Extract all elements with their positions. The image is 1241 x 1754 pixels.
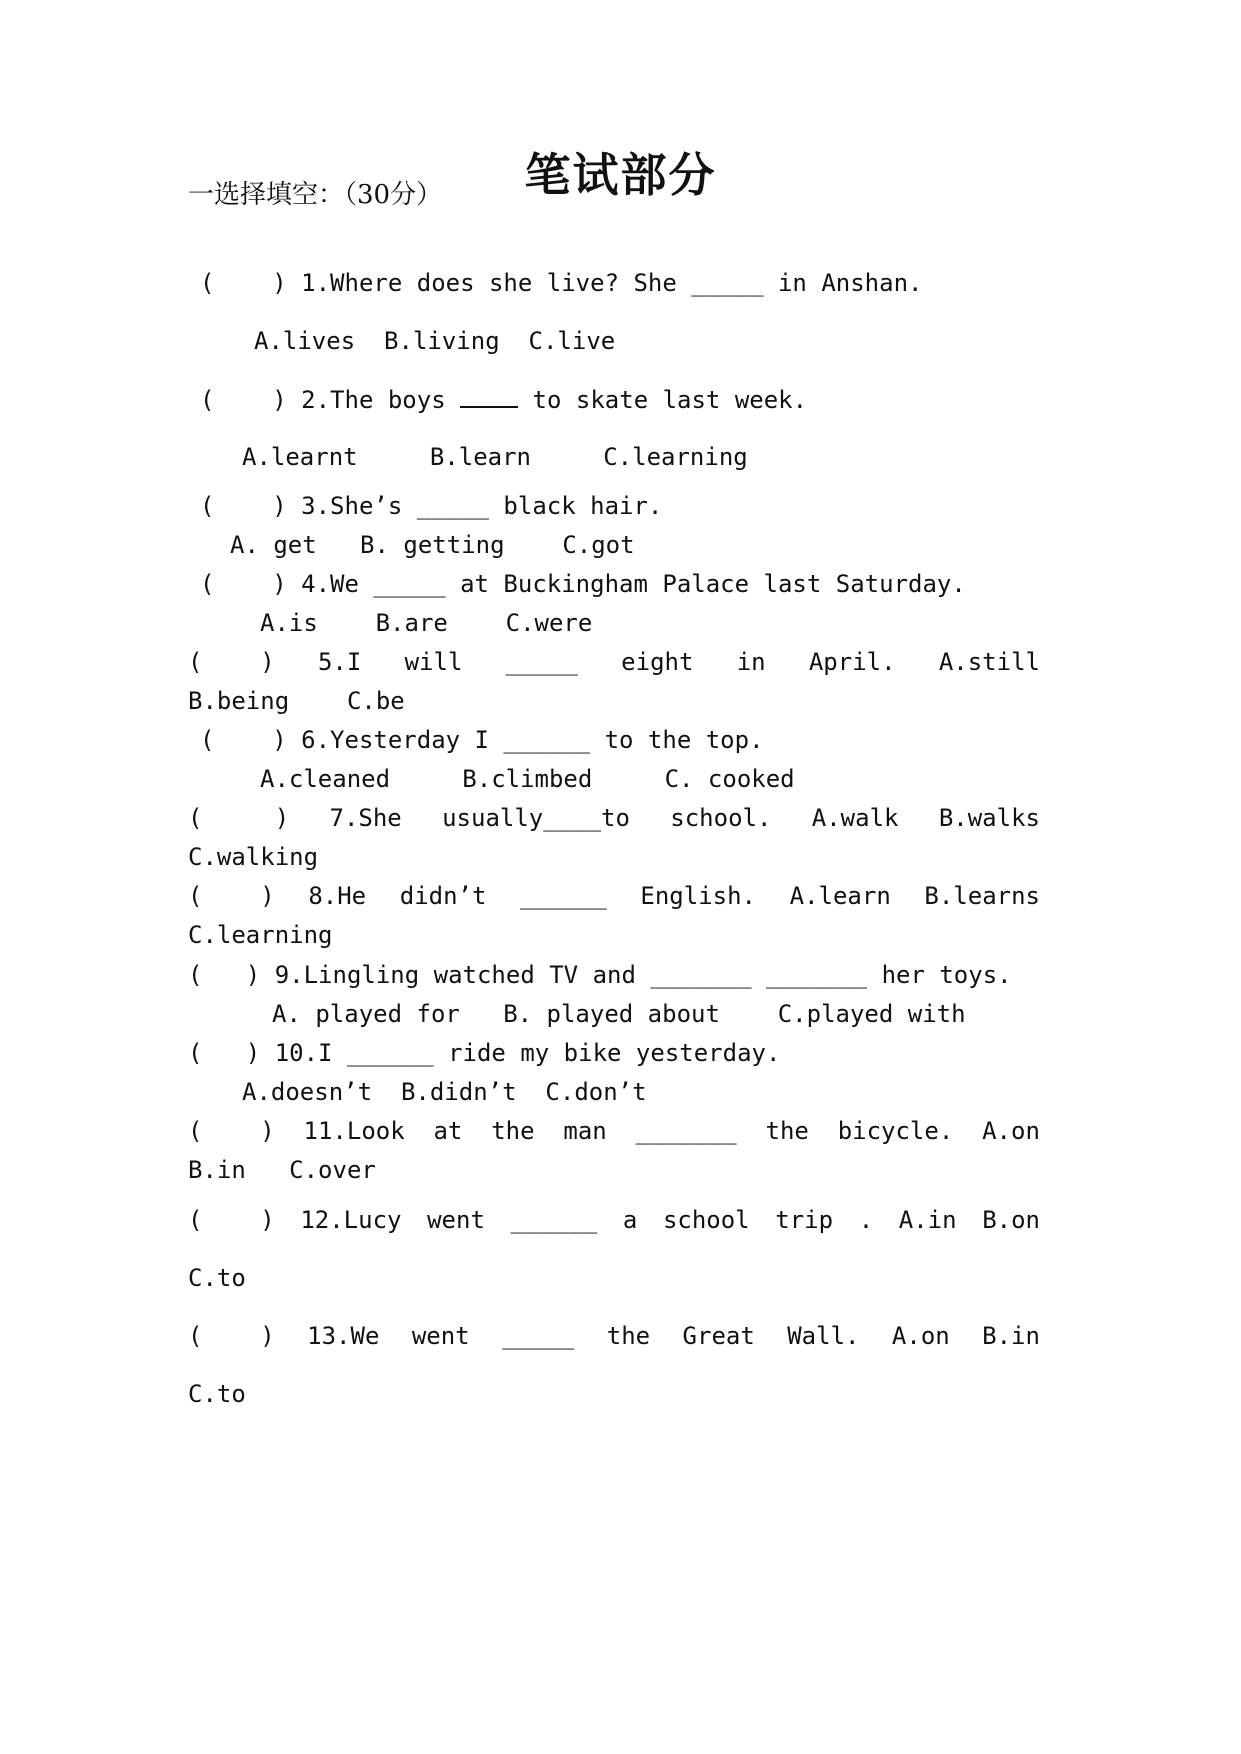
answer-paren: ( ) [188, 1117, 275, 1145]
word: at [433, 1117, 463, 1145]
word: school. [670, 804, 772, 832]
option-a: A.on [982, 1117, 1040, 1145]
question-number: 8.He [308, 882, 367, 910]
answer-paren: ( ) [188, 1206, 275, 1234]
question-3-options: A. get B. getting C.got [230, 531, 635, 559]
answer-blank: ______ [520, 882, 607, 910]
question-number: 11.Look [303, 1117, 405, 1145]
question-11-options: B.in C.over [188, 1156, 376, 1184]
word: went [427, 1206, 485, 1234]
word: the [765, 1117, 809, 1145]
option-b: B.in [982, 1322, 1040, 1350]
question-number: 12.Lucy [300, 1206, 402, 1234]
question-13-stem [188, 1321, 1040, 1351]
word: trip [775, 1206, 834, 1234]
option-a: A.learn [789, 882, 891, 910]
word: went [411, 1322, 470, 1350]
question-11-stem [188, 1116, 1040, 1146]
question-1-stem: ( ) 1.Where does she live? She _____ in Anshan. [200, 269, 923, 297]
word: the [491, 1117, 535, 1145]
answer-paren: ( ) [188, 648, 275, 676]
answer-blank: _______ [635, 1117, 737, 1145]
question-6-options: A.cleaned B.climbed C. cooked [260, 765, 795, 793]
question-7-stem [188, 803, 1040, 833]
question-10-options: A.doesn’t B.didn’t C.don’t [242, 1078, 647, 1106]
option-b: B.walks [938, 804, 1040, 832]
option-a: A.still [938, 648, 1040, 676]
question-number: 5.I [317, 648, 362, 676]
question-8-options: C.learning [188, 921, 333, 949]
question-2-options: A.learnt B.learn C.learning [242, 443, 748, 471]
answer-blank: _____ [505, 648, 578, 676]
question-10-stem: ( ) 10.I ______ ride my bike yesterday. [188, 1039, 781, 1067]
word: Wall. [787, 1322, 860, 1350]
word: the [606, 1322, 651, 1350]
question-2-stem [200, 384, 807, 415]
answer-blank [460, 384, 518, 408]
question-5-options: B.being C.be [188, 687, 405, 715]
question-number: 7.She [329, 804, 402, 832]
question-2-stem-end: to skate last week. [518, 386, 808, 414]
question-3-stem: ( ) 3.She’s _____ black hair. [200, 492, 663, 520]
question-7-options: C.walking [188, 843, 319, 871]
word: April. [808, 648, 896, 676]
option-a: A.in [898, 1206, 957, 1234]
answer-paren: ( ) [188, 804, 290, 832]
question-5-stem [188, 647, 1040, 677]
question-6-stem: ( ) 6.Yesterday I ______ to the top. [200, 726, 764, 754]
answer-paren: ( ) [188, 882, 275, 910]
question-4-options: A.is B.are C.were [260, 609, 593, 637]
word: English. [640, 882, 756, 910]
question-2-stem-start: ( ) 2.The boys [200, 386, 461, 414]
question-1-options: A.lives B.living C.live [254, 327, 616, 355]
answer-paren: ( ) [188, 1322, 275, 1350]
option-b: B.learns [924, 882, 1040, 910]
answer-blank: ______ [510, 1206, 598, 1234]
word: bicycle. [837, 1117, 954, 1145]
word: will [404, 648, 463, 676]
question-12-stem [188, 1205, 1040, 1235]
question-12-options: C.to [188, 1264, 246, 1292]
word: eight [621, 648, 694, 676]
word: . [858, 1206, 874, 1234]
section-heading: 一选择填空：（30分） [188, 180, 443, 210]
question-4-stem: ( ) 4.We _____ at Buckingham Palace last Saturday. [200, 570, 966, 598]
question-8-stem [188, 881, 1040, 911]
question-9-options: A. played for B. played about C.played with [272, 1000, 966, 1028]
question-9-stem: ( ) 9.Lingling watched TV and _______ _______ her toys. [188, 961, 1012, 989]
option-b: B.on [982, 1206, 1040, 1234]
word: man [563, 1117, 607, 1145]
answer-blank: _____ [502, 1322, 575, 1350]
question-number: 13.We [307, 1322, 380, 1350]
word: school [662, 1206, 750, 1234]
word: usually____to [442, 804, 630, 832]
option-a: A.walk [811, 804, 899, 832]
question-13-options: C.to [188, 1380, 246, 1408]
word: didn’t [399, 882, 487, 910]
word: in [736, 648, 766, 676]
option-a: A.on [891, 1322, 950, 1350]
page-title: 笔试部分 [524, 148, 717, 202]
word: a [622, 1206, 638, 1234]
word: Great [682, 1322, 755, 1350]
